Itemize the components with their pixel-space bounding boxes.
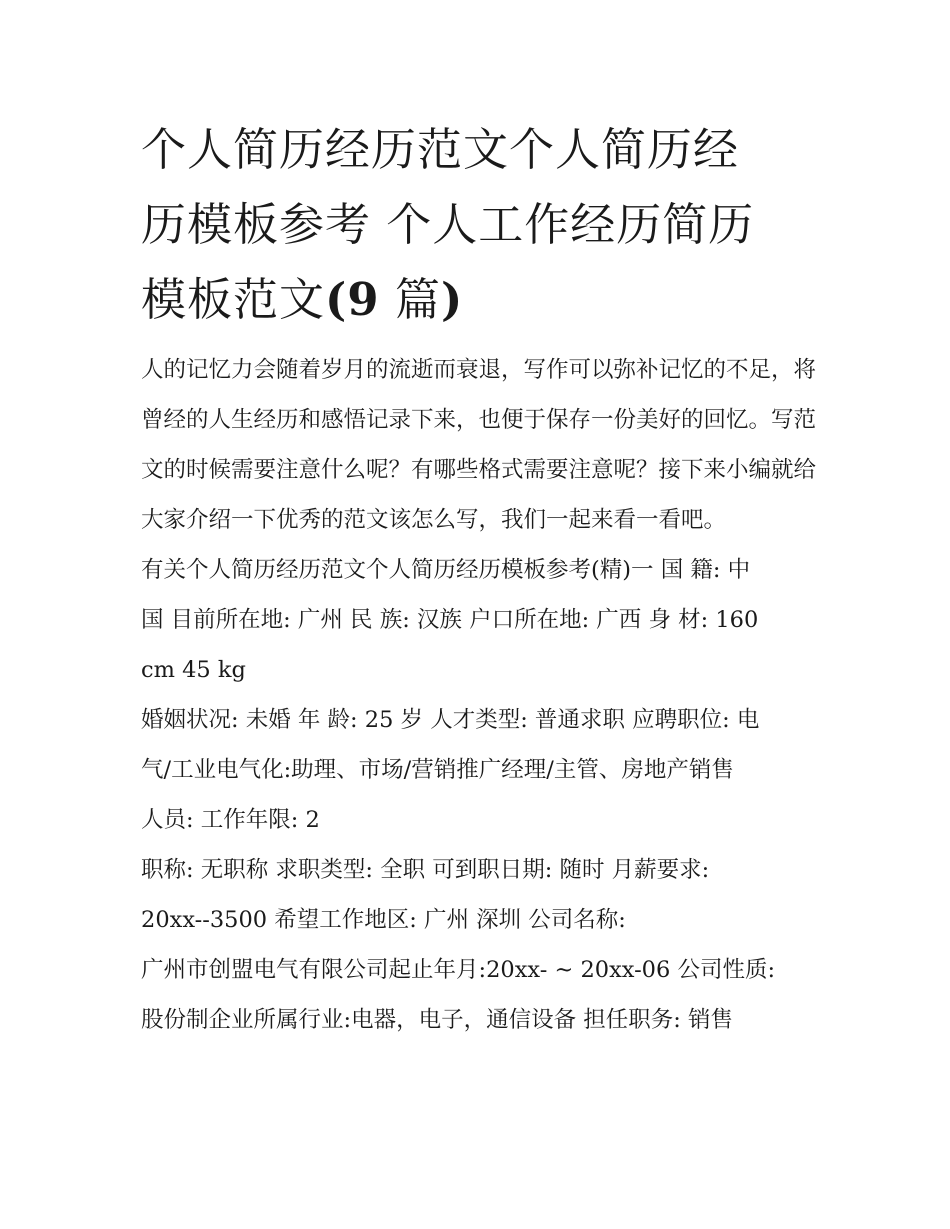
info-paragraph-1 — [141, 545, 816, 695]
info-paragraph-4-line-1: 广州市创盟电气有限公司起止年月:20xx- ~ 20xx-06 公司性质: — [141, 957, 776, 983]
info-paragraph-2 — [141, 695, 816, 845]
info-paragraph-2-line-2: 气/工业电气化:助理、市场/营销推广经理/主管、房地产销售 — [141, 757, 734, 783]
info-paragraph-2-line-3: 人员: 工作年限: 2 — [141, 807, 320, 833]
info-paragraph-1-line-2: 国 目前所在地: 广州 民 族: 汉族 户口所在地: 广西 身 材: 160 — [141, 607, 759, 633]
info-paragraph-1-line-1: 有关个人简历经历范文个人简历经历模板参考(精)一 国 籍: 中 — [141, 557, 751, 583]
document-title — [141, 112, 816, 337]
info-paragraph-3-line-1: 职称: 无职称 求职类型: 全职 可到职日期: 随时 月薪要求: — [141, 857, 710, 883]
title-line-3-unit: 篇 — [394, 273, 441, 326]
info-paragraph-3-line-2: 20xx--3500 希望工作地区: 广州 深圳 公司名称: — [141, 907, 626, 933]
intro-paragraph: 人的记忆力会随着岁月的流逝而衰退，写作可以弥补记忆的不足，将曾经的人生经历和感悟记录下来，也便于保存一份美好的回忆。写范文的时候需要注意什么呢？有哪些格式需要注意呢？接下来小编就给大家介绍一下优秀的范文该怎么写，我们一起来看一看吧。 — [141, 357, 817, 533]
title-line-3-number: (9 — [325, 273, 380, 326]
info-paragraph-1-line-3: cm 45 kg — [141, 657, 246, 683]
title-line-3 — [141, 262, 816, 337]
title-line-3-paren: ) — [440, 273, 464, 326]
info-paragraph-2-line-1: 婚姻状况: 未婚 年 龄: 25 岁 人才类型: 普通求职 应聘职位: 电 — [141, 707, 760, 733]
title-line-3-text: 模板范文 — [141, 273, 326, 326]
info-paragraph-4-line-2: 股份制企业所属行业:电器，电子，通信设备 担任职务: 销售 — [141, 1007, 733, 1033]
info-paragraph-3 — [141, 845, 816, 945]
document-page — [141, 112, 816, 1045]
info-paragraph-4 — [141, 945, 816, 1045]
title-line-1: 个人简历经历范文个人简历经 — [141, 123, 740, 176]
title-line-2: 历模板参考 个人工作经历简历 — [141, 198, 755, 251]
